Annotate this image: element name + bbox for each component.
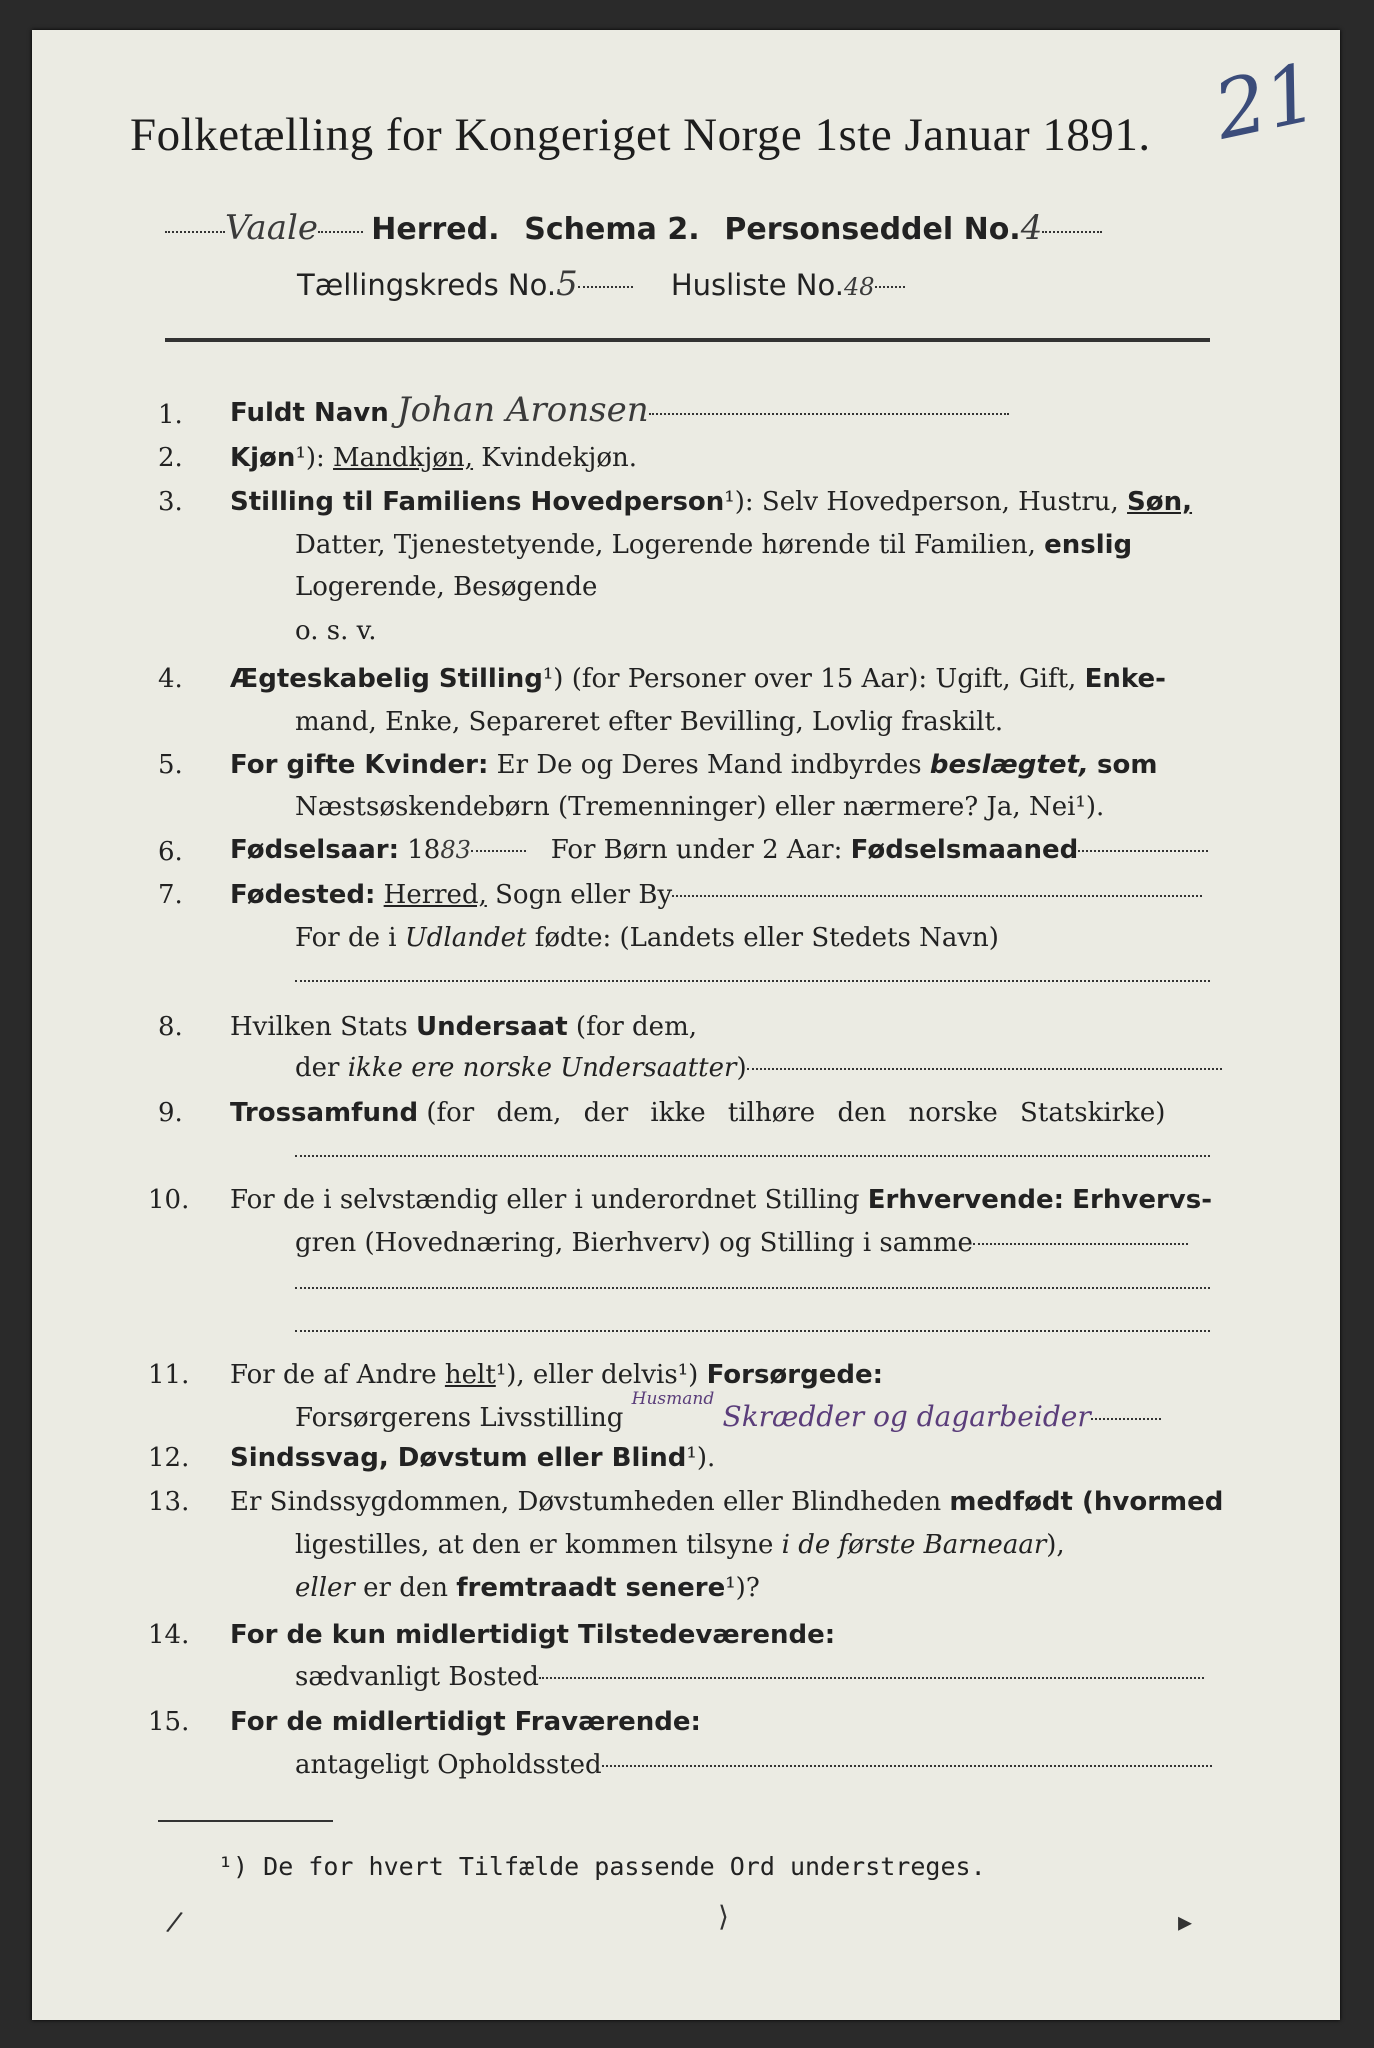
personseddel-label: Personseddel No.	[724, 212, 1021, 247]
forsorger-handwritten-insert: Husmand	[631, 1389, 715, 1409]
item-10-blank-line	[295, 1315, 1210, 1345]
kreds-label: Tællingskreds No.	[297, 268, 557, 302]
corner-page-number: 21	[1206, 45, 1326, 158]
item-number: 6.	[158, 837, 183, 867]
item-15-line-2	[295, 1750, 1212, 1780]
item-11-line: For de af Andre helt¹), eller delvis¹) Forsørgede:	[230, 1360, 884, 1390]
item-number: 15.	[148, 1707, 190, 1737]
header-herred-line	[165, 208, 1102, 248]
item-6-text: 18	[407, 835, 441, 865]
item-7-label: Fødested:	[230, 880, 376, 910]
item-9-blank-line	[295, 1140, 1210, 1170]
item-number: 14.	[148, 1620, 190, 1650]
item-14-label: For de kun midlertidigt Tilstedeværende:	[230, 1620, 836, 1650]
item-7-line	[230, 880, 1202, 910]
item-number: 7.	[158, 880, 183, 910]
item-number: 5.	[158, 750, 183, 780]
item-8-line	[230, 1012, 697, 1042]
item-13-text: i de første Barneaar	[781, 1530, 1047, 1560]
item-3-line: Stilling til Familiens Hovedperson¹): Selv Hovedperson, Hustru, Søn,	[230, 487, 1193, 517]
forsorget-helt: helt	[444, 1360, 496, 1390]
herred-label: Herred.	[371, 212, 500, 247]
item-3-line-4: o. s. v.	[295, 616, 377, 646]
fodested-herred: Herred,	[383, 880, 487, 910]
item-4-text: Enke-	[1084, 664, 1166, 694]
item-3-text: Datter, Tjenestetyende, Logerende hørende til Familien,	[295, 530, 1036, 560]
item-7-text: Sogn eller By	[495, 880, 673, 910]
item-13-line-2: ligestilles, at den er kommen tilsyne i de første Barneaar),	[295, 1530, 1065, 1560]
item-4-text: (for Personer over 15 Aar): Ugift, Gift,	[571, 664, 1077, 694]
item-13-text: eller	[295, 1573, 355, 1603]
kreds-number: 5	[556, 264, 578, 304]
item-6-line	[230, 835, 1208, 865]
form-title: Folketælling for Kongeriget Norge 1ste Januar 1891.	[130, 109, 1151, 161]
item-15-label: For de midlertidigt Fraværende:	[230, 1707, 701, 1737]
item-10-blank-line	[295, 1272, 1210, 1302]
header-kreds-line	[297, 264, 905, 304]
kjon-kvindekjon: Kvindekjøn.	[481, 443, 637, 473]
footnote-rule	[158, 1820, 333, 1822]
item-11-text: Forsørgerens Livsstilling	[295, 1403, 624, 1433]
item-8-text: ikke ere norske Undersaatter	[347, 1053, 737, 1083]
item-14-line-2	[295, 1662, 1204, 1692]
item-8-text: Hvilken Stats	[230, 1012, 408, 1042]
item-3-line-3: Logerende, Besøgende	[295, 572, 598, 602]
edge-mark: ⟩	[718, 1900, 729, 1933]
item-10-line	[230, 1185, 1212, 1215]
item-15-text: antageligt Opholdssted	[295, 1750, 602, 1780]
item-number: 10.	[148, 1185, 190, 1215]
item-number: 13.	[148, 1487, 190, 1517]
item-14-text: sædvanligt Bosted	[295, 1662, 539, 1692]
item-7-blank-line	[295, 965, 1210, 995]
item-7-text: fødte: (Landets eller Stedets Navn)	[534, 923, 999, 953]
item-number: 2.	[158, 443, 183, 473]
item-5-label: For gifte Kvinder:	[230, 750, 489, 780]
item-6-text: For Børn under 2 Aar:	[550, 835, 843, 865]
item-8-text: (for dem,	[575, 1012, 697, 1042]
item-3-line-2	[295, 530, 1132, 560]
item-10-label: Erhvervende:	[867, 1185, 1065, 1215]
item-4-label: Ægteskabelig Stilling	[230, 664, 543, 694]
herred-handwritten: Vaale	[225, 208, 318, 248]
item-5-text: beslægtet,	[929, 750, 1089, 780]
forsorger-handwritten: Skrædder og dagarbeider	[722, 1400, 1091, 1433]
item-7-text: Udlandet	[404, 923, 527, 953]
item-13-line	[230, 1487, 1223, 1517]
item-number: 12.	[148, 1443, 190, 1473]
item-2-label: Kjøn	[230, 443, 296, 473]
item-11-text: eller delvis	[532, 1360, 678, 1390]
item-1-label: Fuldt Navn	[230, 398, 389, 428]
schema-label: Schema 2.	[524, 212, 700, 247]
item-number: 3.	[158, 487, 183, 517]
item-1-line	[230, 390, 1009, 430]
stilling-son: Søn,	[1127, 487, 1193, 517]
edge-mark: ▸	[1178, 1905, 1193, 1938]
husliste-label: Husliste No.	[670, 268, 844, 302]
item-10-text: gren (Hovednæring, Bierhverv) og Stilling i samme	[295, 1228, 973, 1258]
item-13-text: Er Sindssygdommen, Døvstumheden eller Blindheden	[230, 1487, 942, 1517]
item-11-line-2	[295, 1389, 1161, 1433]
item-9-label: Trossamfund	[230, 1098, 419, 1128]
personseddel-number: 4	[1020, 208, 1043, 248]
item-4-line: Ægteskabelig Stilling¹) (for Personer over 15 Aar): Ugift, Gift, Enke-	[230, 664, 1166, 694]
item-9-line	[230, 1098, 1165, 1128]
item-6-label: Fødselsmaaned	[850, 835, 1079, 865]
husliste-number: 48	[843, 273, 875, 301]
footnote: ¹) De for hvert Tilfælde passende Ord understreges.	[218, 1852, 986, 1881]
item-15-line	[230, 1707, 701, 1737]
item-14-line	[230, 1620, 835, 1650]
name-handwritten: Johan Aronsen	[397, 390, 649, 430]
item-13-label: medfødt (hvormed	[949, 1487, 1224, 1517]
item-3-text: enslig	[1044, 530, 1133, 560]
item-5-text: som	[1097, 750, 1158, 780]
item-number: 1.	[158, 400, 183, 430]
item-number: 11.	[148, 1360, 190, 1390]
item-10-text: Erhvervs-	[1072, 1185, 1213, 1215]
item-6-label: Fødselsaar:	[230, 835, 399, 865]
item-8-line-2: der ikke ere norske Undersaatter)	[295, 1053, 1222, 1083]
item-11-label: Forsørgede:	[706, 1360, 884, 1390]
kjon-mandkjon: Mandkjøn,	[333, 443, 474, 473]
header-rule	[165, 338, 1210, 342]
item-3-text: Selv Hovedperson, Hustru,	[761, 487, 1119, 517]
birth-year-handwritten: 83	[440, 836, 471, 864]
item-5-text: Er De og Deres Mand indbyrdes	[496, 750, 922, 780]
item-11-text: For de af Andre	[230, 1360, 437, 1390]
item-13-text: er den	[363, 1573, 448, 1603]
item-8-text: der	[295, 1053, 340, 1083]
item-8-label: Undersaat	[415, 1012, 568, 1042]
item-12-line: Sindssvag, Døvstum eller Blind¹).	[230, 1443, 716, 1473]
item-4-line-2: mand, Enke, Separeret efter Bevilling, Lovlig fraskilt.	[295, 707, 1004, 737]
item-10-text: For de i selvstændig eller i underordnet Stilling	[230, 1185, 860, 1215]
item-13-line-3: eller er den fremtraadt senere¹)?	[295, 1573, 760, 1603]
item-2-line: Kjøn¹): Mandkjøn, Kvindekjøn.	[230, 443, 637, 473]
item-3-label: Stilling til Familiens Hovedperson	[230, 487, 725, 517]
item-5-line-2: Næstsøskendebørn (Tremenninger) eller nærmere? Ja, Nei¹).	[295, 792, 1105, 822]
item-number: 4.	[158, 664, 183, 694]
item-7-text: For de i	[295, 923, 397, 953]
item-13-text: ligestilles, at den er kommen tilsyne	[295, 1530, 774, 1560]
item-5-text: Næstsøskendebørn (Tremenninger) eller nærmere? Ja, Nei	[295, 792, 1076, 822]
item-9-text: (for dem, der ikke tilhøre den norske Statskirke)	[426, 1098, 1166, 1128]
item-7-line-2	[295, 923, 999, 953]
item-number: 9.	[158, 1098, 183, 1128]
item-number: 8.	[158, 1012, 183, 1042]
item-13-label: fremtraadt senere	[456, 1573, 726, 1603]
item-12-label: Sindssvag, Døvstum eller Blind	[230, 1443, 687, 1473]
edge-mark: /	[164, 1904, 185, 1939]
item-5-line	[230, 750, 1157, 780]
item-10-line-2	[295, 1228, 1188, 1258]
